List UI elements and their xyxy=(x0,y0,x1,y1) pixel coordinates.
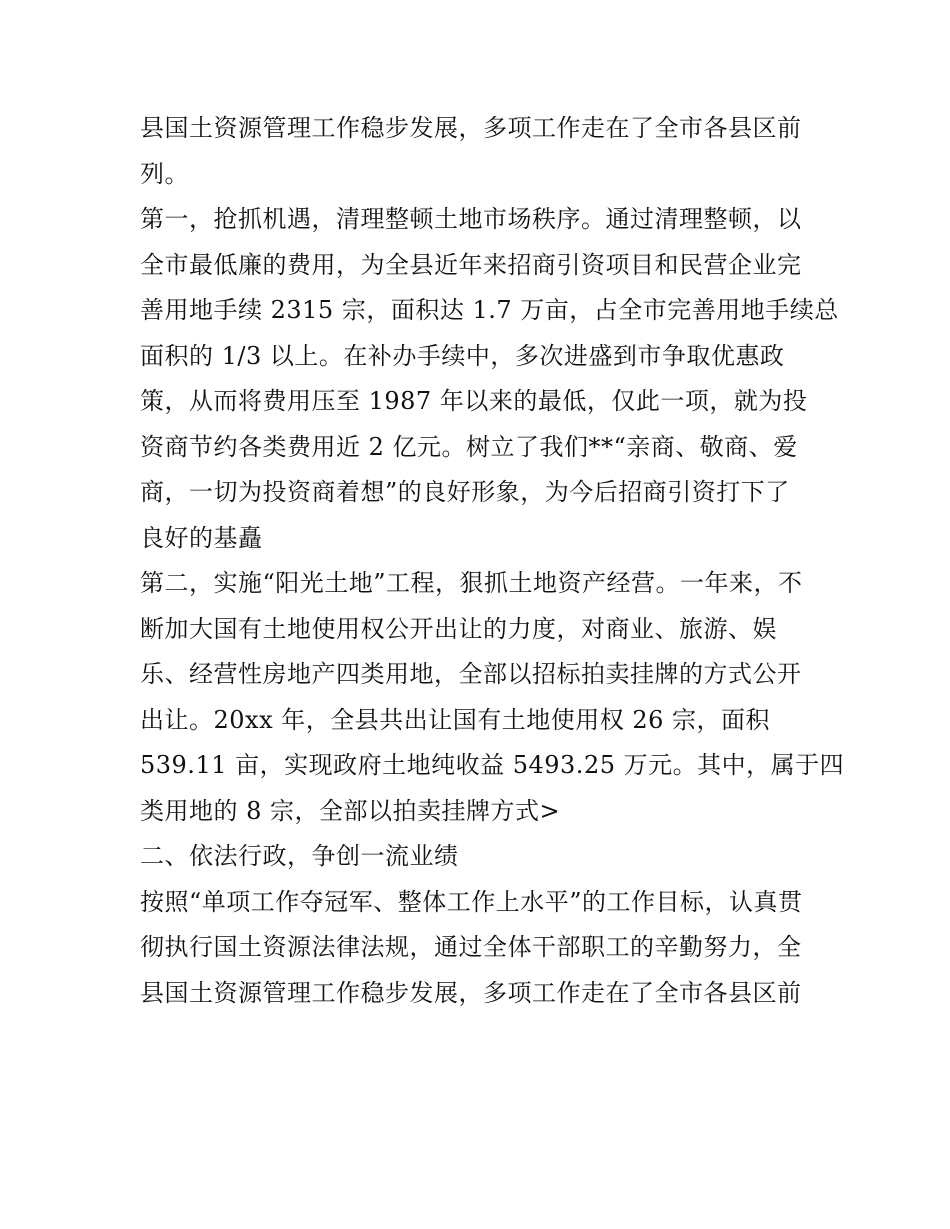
text-line-10: 良好的基矗 xyxy=(140,523,263,552)
text-line-3: 第一，抢抓机遇，清理整顿土地市场秩序。通过清理整顿，以 xyxy=(140,205,802,233)
text-line-15: 539.11 亩，实现政府土地纯收益 5493.25 万元。其中，属于四 xyxy=(140,751,845,779)
text-line-13: 乐、经营性房地产四类用地，全部以招标拍卖挂牌的方式公开 xyxy=(140,660,802,688)
text-line-1: 县国土资源管理工作稳步发展，多项工作走在了全市各县区前 xyxy=(140,114,802,142)
text-line-18: 按照“单项工作夺冠军、整体工作上水平”的工作目标，认真贯 xyxy=(140,887,803,916)
text-line-9: 商，一切为投资商着想”的良好形象，为今后招商引资打下了 xyxy=(140,478,790,506)
text-line-5: 善用地手续 2315 宗，面积达 1.7 万亩，占全市完善用地手续总 xyxy=(140,296,839,324)
text-line-4: 全市最低廉的费用，为全县近年来招商引资项目和民营企业完 xyxy=(140,250,802,279)
text-line-6: 面积的 1/3 以上。在补办手续中，多次进盛到市争取优惠政 xyxy=(140,341,785,370)
text-line-14: 出让。20xx 年，全县共出让国有土地使用权 26 宗，面积 xyxy=(140,705,771,734)
section-heading: 二、依法行政，争创一流业绩 xyxy=(140,842,459,870)
text-line-2: 列。 xyxy=(140,159,189,188)
document-page xyxy=(140,106,845,1016)
text-line-11: 第二，实施“阳光土地”工程，狠抓土地资产经营。一年来，不 xyxy=(140,569,803,597)
text-line-16: 类用地的 8 宗，全部以拍卖挂牌方式> xyxy=(140,796,561,825)
text-line-19: 彻执行国土资源法律法规，通过全体干部职工的辛勤努力，全 xyxy=(140,933,802,961)
text-line-12: 断加大国有土地使用权公开出让的力度，对商业、旅游、娱 xyxy=(140,614,777,643)
text-line-20: 县国土资源管理工作稳步发展，多项工作走在了全市各县区前 xyxy=(140,978,802,1007)
text-line-8: 资商节约各类费用近 2 亿元。树立了我们**“亲商、敬商、爱 xyxy=(140,432,798,461)
text-line-7: 策，从而将费用压至 1987 年以来的最低，仅此一项，就为投 xyxy=(140,387,808,415)
